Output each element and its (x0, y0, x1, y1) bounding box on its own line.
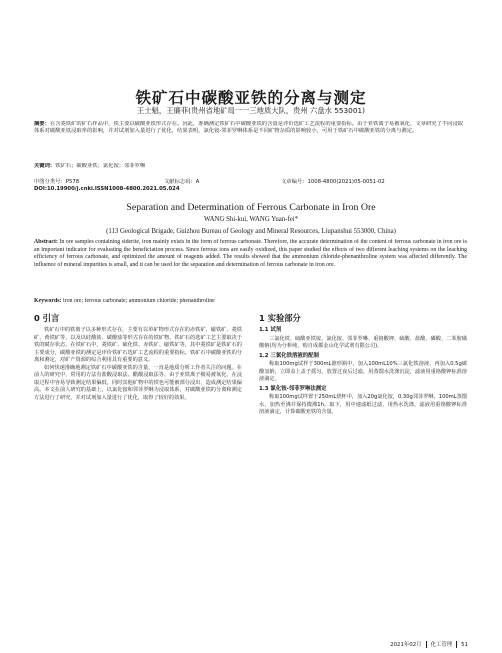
page-footer (390, 640, 468, 648)
footer-separator (456, 641, 457, 648)
reagents-paragraph: 三氯化铁、硫酸亚铁铵、氯化铵、邻菲罗啉、重铬酸钾、硫酸、盐酸、磷酸、二苯胺磺酸钠(均为分析纯，购自成都金山化学试剂有限公司)。 (259, 335, 467, 349)
abstract-en (34, 239, 467, 294)
affiliation-en: (113 Geological Brigade, Guizhou Bureau of Geology and Mineral Resources, Liupanshui 553000, China) (106, 228, 396, 235)
intro-paragraph-2: 如何快速准确地测定铁矿石中碳酸亚铁的含量，一直是地质分析工作者关注的问题。在前人的研究中，常用的方法有盐酸浸取法、醋酸浸取法等。由于亚铁离子极易被氧化，在浸取过程中容易导致测定结果偏低，同时其他矿物中的铁也可能被部分浸出，造成测定结果偏高。本文在前人研究的基础上，以氯化铵和邻菲罗啉为浸取体系，对碳酸亚铁的分离和测定方法进行了研究，并对试剂加入量进行了优化，取得了较好的效果。 (34, 364, 242, 401)
paper-title-en: Separation and Determination of Ferrous Carbonate in Iron Ore (126, 202, 376, 213)
authors-en: WANG Shi-kui, WANG Yuan-fei* (203, 216, 298, 223)
keywords-cn-label: 关键词： (34, 163, 56, 169)
footer-separator (426, 641, 427, 648)
paper-title-cn: 铁矿石中碳酸亚铁的分离与测定 (135, 89, 367, 107)
article-number: 文章编号：1008-4800(2021)05-0051-02 (281, 179, 385, 185)
footer-journal: 化工管理 (430, 642, 453, 648)
subsection-heading-reagents: 1.1 试剂 (259, 327, 282, 333)
section-heading-experiment: 1 实验部分 (259, 313, 301, 323)
clc-number: 中图分类号：P578 (34, 179, 80, 185)
keywords-en-text: iron ore; ferrous carbonate; ammonium chloride; phenanthroline (62, 298, 215, 304)
keywords-en-label: Keywords: (34, 298, 62, 304)
body-column-left (34, 311, 242, 633)
abstract-en-text: In ore samples containing siderite, iron mainly exists in the form of ferrous carbonate. Therefore, the accurate determination of the content of ferrous carbonate in iron ore is an important indicator for evaluating the beneficiation process. Since ferrous ions are easily oxidized, this paper studied the effects of two different leaching systems on the leaching efficiency of ferrous carbonate, and optimized the amount of reagents added. The results showed that the ammonium chloride-phenanthroline system was affected differently. The influence of mineral impurities is small, and it can be used for the separation and determination of ferrous carbonate in iron ore. (34, 239, 467, 268)
authors-cn: 王士魁，王廉菲(贵州省地矿局一一三地质大队，贵州 六盘水 553001) (137, 106, 365, 115)
keywords-cn (34, 163, 467, 171)
doi: DOI:10.19900/j.cnki.ISSN1008-4800.2021.05.024 (34, 186, 180, 192)
abstract-cn-text: 在含菱铁矿的矿石样品中，铁主要以碳酸亚铁形式存在。因此，准确测定铁矿石中碳酸亚铁的含量是评价选矿工艺流程的重要指标。由于亚铁离子易被氧化，文章研究了不同浸取体系对碳酸亚铁浸取率的影响，并对试剂加入量进行了优化，结果表明，氯化铵-邻菲罗啉体系是不同矿物杂质的影响较小，可用于铁矿石中碳酸亚铁的分离与测定。 (34, 121, 464, 135)
intro-paragraph-1: 铁矿石中的铁离子以多种形式存在，主要有以单矿物形式存在的赤铁矿、磁铁矿、菱铁矿、黄铁矿等，以及以硅酸盐、碳酸盐等形式存在的铁矿物。铁矿石的选矿工艺主要取决于铁的赋存状态。在铁矿石中，菱铁矿、硫化铁、赤铁矿、磁铁矿等，其中菱铁矿是铁矿石的主要成分，碳酸亚铁的测定是评价铁矿石选矿工艺流程的重要指标。铁矿石中碳酸亚铁的分离和测定，对矿产资源的综合利用具有重要的意义。 (34, 327, 242, 363)
subsection-heading-ferric-chloride: 1.2 三氯化铁溶液的配制 (259, 352, 319, 359)
keywords-en (34, 298, 467, 306)
footer-page-number: 51 (461, 642, 468, 648)
abstract-cn-label: 摘要： (34, 121, 50, 127)
abstract-en-label: Abstract: (34, 239, 58, 245)
document-code: 文献标志码：A (164, 179, 200, 185)
ferric-chloride-paragraph: 称取100mg试样于300mL锥形瓶中，加入100mL10%三氯化铁溶液，再加入0.5g碳酸氢钠，立即盖上盖子摇匀，放置过夜后过滤，用蒸馏水洗涤沉淀，滤液用重铬酸钾标准溶液滴定。 (259, 361, 467, 382)
section-heading-intro: 0 引言 (34, 313, 60, 323)
ammonium-method-paragraph: 称取100mg试样置于250mL烧杯中，加入20g氯化铵，0.30g邻菲罗啉，100mL蒸馏水，加热至沸并保持微沸1h，取下，用中速滤纸过滤，用热水洗涤，滤液用重铬酸钾标准溶液滴定，计算碳酸亚铁的含量。 (259, 394, 467, 415)
body-column-right (259, 311, 467, 633)
article-meta (34, 177, 467, 185)
abstract-cn (34, 121, 467, 158)
keywords-cn-text: 铁矿石；碳酸亚铁；氯化铵；邻菲罗啉 (55, 163, 146, 169)
subsection-heading-ammonium-method: 1.3 氯化铵-邻菲罗啉法测定 (259, 385, 327, 392)
footer-date: 2021年02月 (390, 642, 422, 648)
